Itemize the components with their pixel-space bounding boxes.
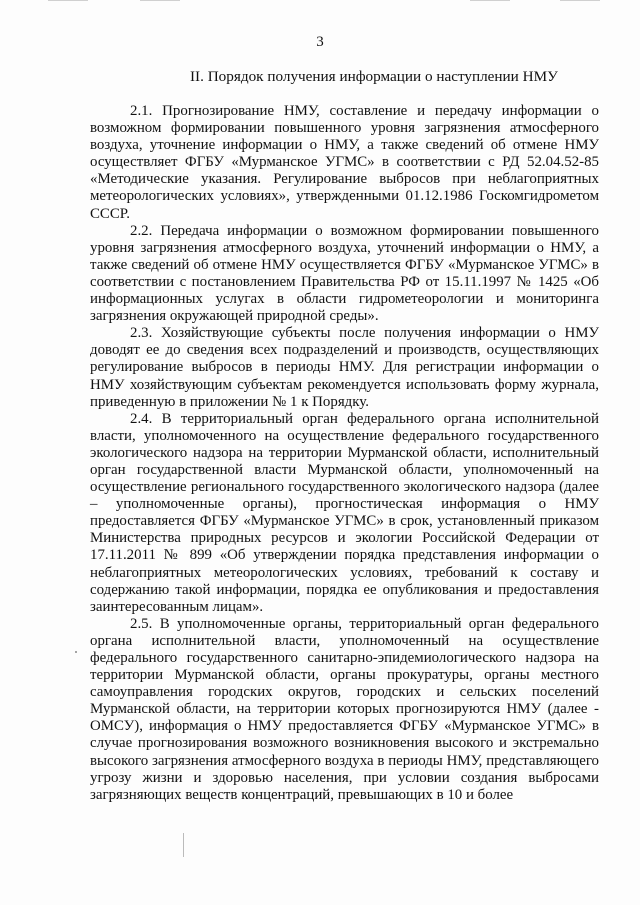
paragraph-number: 2.1. (130, 103, 153, 119)
document-body (90, 103, 599, 804)
scan-edge-mark (560, 0, 600, 1)
paragraph-2-1 (90, 103, 599, 223)
scan-edge-mark (48, 0, 88, 1)
paragraph-number: 2.4. (130, 410, 153, 427)
page-number: 3 (316, 34, 324, 50)
paragraph-text: Хозяйствующие субъекты после получения информации о НМУ доводят ее до сведения всех подразделений и производств, осуществляющих регулирование выбросов в периоды НМУ. Для регистрации информации о НМУ хозяйствующим субъектам рекомендуется использовать форму журнала, приведенную в приложении № 1 к Порядку. (90, 325, 599, 410)
paragraph-2-3 (90, 325, 599, 410)
section-heading: II. Порядок получения информации о наступлении НМУ (190, 68, 558, 85)
scan-speck (75, 651, 77, 653)
paragraph-2-2 (90, 223, 599, 326)
paragraph-number: 2.3. (130, 325, 153, 342)
scan-artifact-line (183, 833, 184, 857)
paragraph-text: В территориальный орган федерального органа исполнительной власти, уполномоченного на осуществление федерального государственного экологического надзора на территории Мурманской области, исполнительный орган государственной власти Мурманской области, уполномоченный на осуществление регионального государственного экологического надзора (далее – уполномоченные органы), прогностическая информация о НМУ предоставляется ФГБУ «Мурманское УГМС» в срок, установленный приказом Министерства природных ресурсов и экологии Российской Федерации от 17.11.2011 № 899 «Об утверждении порядка представления информации о неблагоприятных метеорологических условиях, требований к составу и содержанию такой информации, порядка ее опубликования и предоставления заинтересованным лицам». (90, 410, 599, 615)
paragraph-2-5 (90, 616, 599, 804)
scan-edge-mark (470, 0, 510, 1)
paragraph-number: 2.5. (130, 615, 153, 632)
paragraph-number: 2.2. (130, 222, 153, 239)
scan-edge-mark (140, 0, 180, 1)
paragraph-text: В уполномоченные органы, территориальный орган федерального органа исполнительной власти, уполномоченный на осуществление федерального государственного санитарно-эпидемиологического надзора на территории Мурманской области, органы прокуратуры, органы местного самоуправления городских округов, городских и сельских поселений Мурманской области, на территории которых прогнозируются НМУ (далее - ОМСУ), информация о НМУ предоставляется ФГБУ «Мурманское УГМС» в случае прогнозирования возможного возникновения высокого и экстремально высокого загрязнения атмосферного воздуха в периоды НМУ, представляющего угрозу жизни и здоровью населения, при условии создания выбросами загрязняющих веществ концентраций, превышающих в 10 и более (90, 615, 599, 803)
paragraph-2-4 (90, 411, 599, 616)
paragraph-text: Передача информации о возможном формировании повышенного уровня загрязнения атмосферного воздуха, уточнений информации о НМУ, а также сведений об отмене НМУ осуществляется ФГБУ «Мурманское УГМС» в соответствии с постановлением Правительства РФ от 15.11.1997 № 1425 «Об информационных услугах в области гидрометеорологии и мониторинга загрязнения окружающей природной среды». (90, 222, 599, 325)
paragraph-text: Прогнозирование НМУ, составление и передачу информации о возможном формировании повышенного уровня загрязнения атмосферного воздуха, уточнение информации о НМУ, а также сведений об отмене НМУ осуществляет ФГБУ «Мурманское УГМС» в соответствии с РД 52.04.52-85 «Методические указания. Регулирование выбросов при неблагоприятных метеорологических условиях», утвержденными 01.12.1986 Госкомгидрометом СССР. (90, 103, 599, 222)
